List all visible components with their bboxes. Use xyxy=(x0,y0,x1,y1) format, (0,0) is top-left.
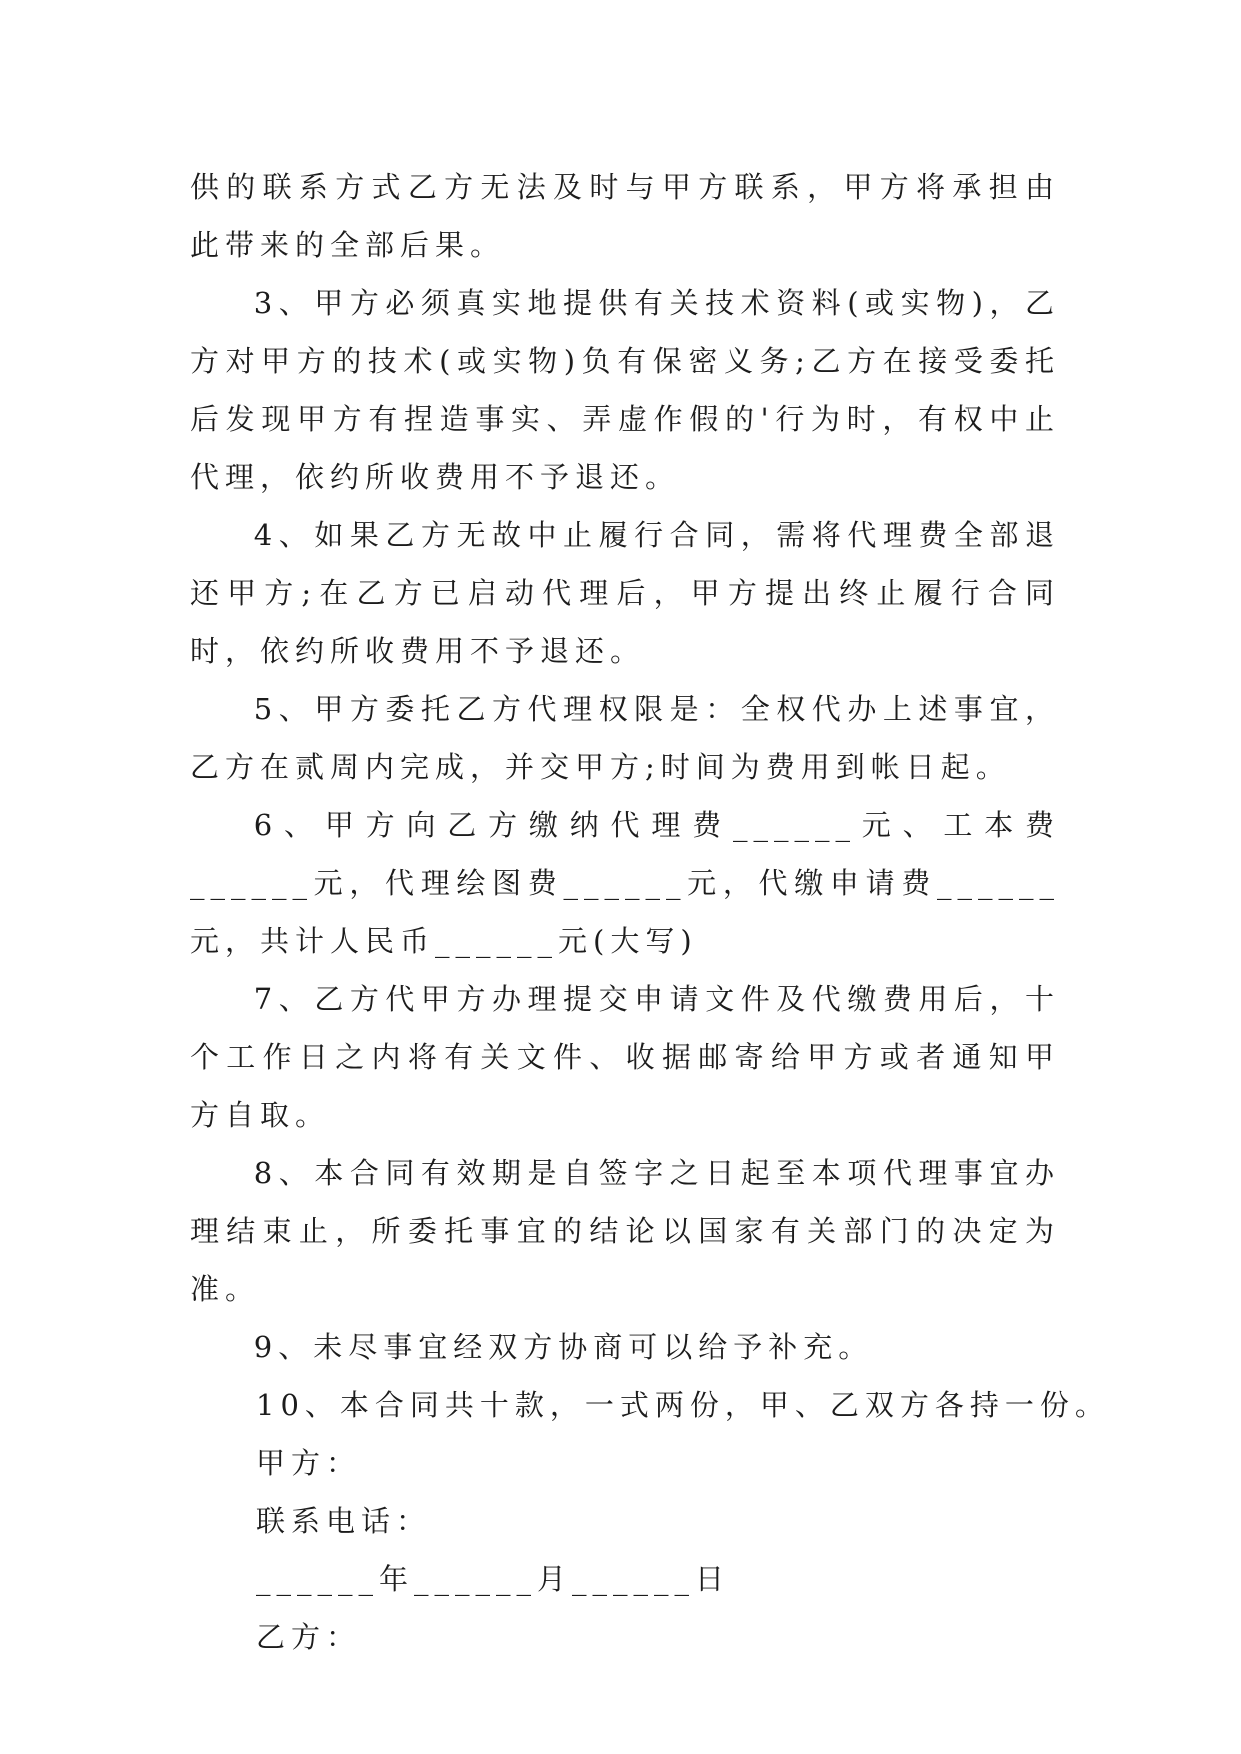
clause-7: 7、乙方代甲方办理提交申请文件及代缴费用后，十个工作日之内将有关文件、收据邮寄给甲方或者通知甲方自取。 xyxy=(190,982,1060,1132)
paragraph-continuation: 供的联系方式乙方无法及时与甲方联系，甲方将承担由此带来的全部后果。 xyxy=(190,170,1060,262)
clause-4: 4、如果乙方无故中止履行合同，需将代理费全部退还甲方;在乙方已启动代理后，甲方提出终止履行合同时，依约所收费用不予退还。 xyxy=(190,518,1060,668)
date-line: ______年______月______日 xyxy=(256,1562,731,1596)
clause-3: 3、甲方必须真实地提供有关技术资料(或实物)，乙方对甲方的技术(或实物)负有保密义务;乙方在接受委托后发现甲方有捏造事实、弄虚作假的'行为时，有权中止代理，依约所收费用不予退还。 xyxy=(190,286,1060,494)
contract-body xyxy=(190,158,1110,1666)
phone-label: 联系电话： xyxy=(256,1504,432,1538)
clause-5: 5、甲方委托乙方代理权限是：全权代办上述事宜，乙方在贰周内完成，并交甲方;时间为费用到帐日起。 xyxy=(190,692,1060,784)
clause-10: 10、本合同共十款，一式两份，甲、乙双方各持一份。 xyxy=(256,1388,1110,1422)
clause-8: 8、本合同有效期是自签字之日起至本项代理事宜办理结束止，所委托事宜的结论以国家有关部门的决定为准。 xyxy=(190,1156,1060,1306)
clause-6: 6、甲方向乙方缴纳代理费______元、工本费______元，代理绘图费______元，代缴申请费______元，共计人民币______元(大写) xyxy=(190,808,1060,958)
clause-9: 9、未尽事宜经双方协商可以给予补充。 xyxy=(253,1330,874,1364)
party-a-label: 甲方： xyxy=(256,1446,362,1480)
party-b-label: 乙方： xyxy=(256,1620,362,1654)
